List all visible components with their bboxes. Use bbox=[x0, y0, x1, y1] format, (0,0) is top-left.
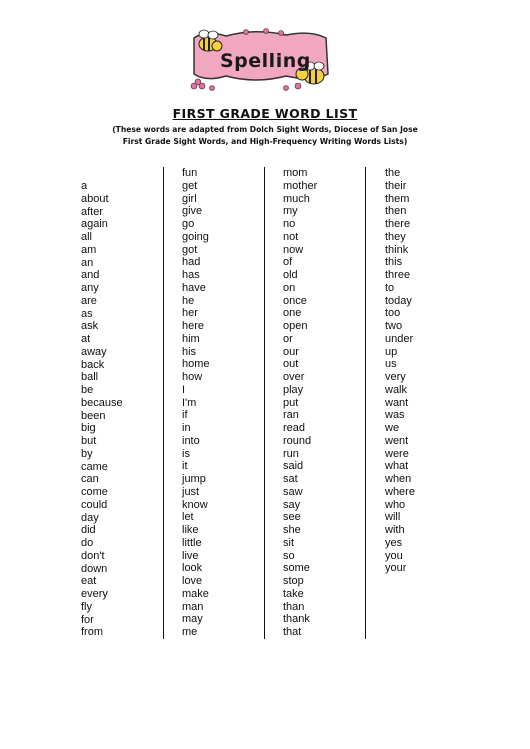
word-item: for bbox=[81, 613, 94, 626]
word-item: after bbox=[81, 205, 104, 218]
word-item: your bbox=[385, 562, 407, 575]
word-item: have bbox=[182, 281, 206, 294]
word-item: say bbox=[283, 498, 301, 511]
word-item: went bbox=[385, 434, 409, 447]
word-item: been bbox=[81, 409, 106, 422]
word-item: she bbox=[283, 524, 301, 536]
word-column-2 bbox=[182, 167, 282, 639]
word-item: him bbox=[182, 332, 200, 345]
word-item: get bbox=[182, 179, 198, 192]
word-item: thank bbox=[283, 613, 310, 626]
column-divider-1 bbox=[163, 167, 164, 639]
word-item: could bbox=[81, 498, 108, 511]
word-item: think bbox=[385, 243, 409, 256]
word-item: there bbox=[385, 218, 411, 230]
word-item: as bbox=[81, 307, 93, 320]
word-item: his bbox=[182, 345, 197, 358]
word-item: little bbox=[182, 536, 202, 549]
spelling-banner bbox=[186, 24, 336, 94]
word-item: know bbox=[182, 498, 208, 511]
word-item: just bbox=[182, 485, 200, 498]
word-item: into bbox=[182, 434, 200, 447]
word-item: going bbox=[182, 230, 209, 243]
word-item: them bbox=[385, 192, 410, 205]
word-item: who bbox=[385, 498, 406, 511]
word-item: this bbox=[385, 256, 403, 269]
word-item: if bbox=[182, 409, 188, 422]
word-item: go bbox=[182, 218, 195, 230]
word-item: of bbox=[283, 256, 293, 269]
word-item: two bbox=[385, 320, 403, 332]
word-item: I'm bbox=[182, 396, 197, 409]
word-item: man bbox=[182, 600, 204, 613]
word-item: will bbox=[385, 511, 401, 524]
word-item: did bbox=[81, 524, 96, 537]
word-column-3 bbox=[283, 167, 383, 639]
word-item: jump bbox=[182, 473, 206, 485]
word-item: make bbox=[182, 587, 209, 600]
word-item: has bbox=[182, 269, 200, 281]
word-item: up bbox=[385, 345, 398, 358]
word-item: very bbox=[385, 371, 406, 383]
word-item: not bbox=[283, 230, 299, 243]
page-subtitle bbox=[60, 124, 470, 148]
word-item: may bbox=[182, 613, 203, 626]
word-item: how bbox=[182, 371, 203, 383]
subtitle-line-1: (These words are adapted from Dolch Sight Words, Diocese of San Jose bbox=[112, 125, 418, 134]
word-item: big bbox=[81, 422, 96, 435]
word-item: a bbox=[81, 180, 88, 192]
word-item: in bbox=[182, 422, 191, 434]
word-item: over bbox=[283, 371, 305, 383]
word-item: where bbox=[385, 485, 415, 498]
word-item: our bbox=[283, 345, 299, 358]
word-item: much bbox=[283, 192, 310, 205]
word-item: play bbox=[283, 383, 304, 396]
word-item: come bbox=[81, 486, 108, 498]
word-item: walk bbox=[385, 383, 408, 396]
word-item: then bbox=[385, 205, 407, 218]
word-item: do bbox=[81, 537, 94, 549]
word-item: we bbox=[385, 422, 400, 434]
word-item: yes bbox=[385, 536, 403, 549]
word-item: put bbox=[283, 396, 299, 409]
column-divider-2 bbox=[264, 167, 265, 639]
word-item: are bbox=[81, 294, 97, 307]
word-item: when bbox=[385, 473, 412, 485]
word-item: love bbox=[182, 575, 203, 587]
word-item: mother bbox=[283, 179, 318, 192]
word-item: live bbox=[182, 549, 199, 562]
word-item: because bbox=[81, 396, 123, 409]
word-item: came bbox=[81, 460, 108, 473]
word-item: with bbox=[385, 524, 405, 536]
word-item: run bbox=[283, 447, 299, 460]
word-item: ball bbox=[81, 371, 99, 384]
word-item: my bbox=[283, 205, 298, 218]
word-item: any bbox=[81, 282, 99, 294]
word-item: at bbox=[81, 333, 91, 345]
word-item: sat bbox=[283, 473, 298, 485]
word-item: eat bbox=[81, 575, 97, 588]
word-item: one bbox=[283, 307, 302, 320]
word-item: once bbox=[283, 294, 307, 307]
word-item: got bbox=[182, 243, 198, 256]
word-item: and bbox=[81, 269, 100, 282]
word-column-1 bbox=[81, 180, 181, 639]
word-item: don't bbox=[81, 549, 105, 562]
word-item: I bbox=[182, 383, 186, 396]
word-item: ran bbox=[283, 409, 299, 422]
word-item: sit bbox=[283, 536, 294, 549]
banner-text: Spelling bbox=[220, 50, 311, 72]
word-item: than bbox=[283, 600, 305, 613]
word-item: give bbox=[182, 205, 203, 218]
word-item: now bbox=[283, 243, 304, 256]
word-item: us bbox=[385, 358, 397, 371]
word-item: like bbox=[182, 524, 199, 536]
word-item: about bbox=[81, 192, 109, 205]
word-item: fun bbox=[182, 167, 198, 179]
word-item: from bbox=[81, 626, 103, 639]
word-item: stop bbox=[283, 575, 304, 587]
word-item: all bbox=[81, 231, 93, 243]
word-item: mom bbox=[283, 167, 308, 179]
word-item: or bbox=[283, 332, 293, 345]
word-item: it bbox=[182, 460, 188, 473]
word-item: three bbox=[385, 269, 411, 281]
word-item: old bbox=[283, 269, 298, 281]
word-item: look bbox=[182, 562, 203, 575]
word-item: the bbox=[385, 167, 401, 179]
word-item: back bbox=[81, 358, 105, 371]
word-item: but bbox=[81, 435, 97, 447]
word-item: they bbox=[385, 230, 406, 243]
word-item: an bbox=[81, 256, 94, 269]
word-item: what bbox=[385, 460, 409, 473]
word-item: so bbox=[283, 549, 295, 562]
word-item: today bbox=[385, 294, 412, 307]
word-item: is bbox=[182, 447, 190, 460]
word-item: day bbox=[81, 511, 99, 524]
word-item: too bbox=[385, 307, 401, 320]
word-item: girl bbox=[182, 192, 197, 205]
word-item: am bbox=[81, 243, 97, 256]
word-item: away bbox=[81, 345, 107, 358]
word-item: saw bbox=[283, 485, 303, 498]
word-item: said bbox=[283, 460, 304, 473]
word-item: you bbox=[385, 549, 403, 562]
word-item: be bbox=[81, 384, 94, 396]
word-item: no bbox=[283, 218, 296, 230]
word-item: her bbox=[182, 307, 198, 320]
word-item: had bbox=[182, 256, 201, 269]
word-item: every bbox=[81, 588, 108, 600]
subtitle-line-2: First Grade Sight Words, and High-Frequency Writing Words Lists) bbox=[122, 137, 408, 146]
word-item: that bbox=[283, 626, 302, 638]
word-item: me bbox=[182, 626, 198, 638]
page-title: FIRST GRADE WORD LIST bbox=[172, 106, 358, 121]
word-item: let bbox=[182, 511, 194, 524]
word-column-4 bbox=[385, 167, 485, 575]
word-item: can bbox=[81, 473, 99, 486]
word-item: to bbox=[385, 281, 395, 294]
word-item: home bbox=[182, 358, 210, 371]
word-item: again bbox=[81, 218, 108, 231]
word-item: want bbox=[385, 396, 409, 409]
word-item: down bbox=[81, 562, 108, 575]
word-item: read bbox=[283, 422, 306, 434]
word-item: their bbox=[385, 179, 407, 192]
word-item: some bbox=[283, 562, 310, 575]
word-item: take bbox=[283, 587, 304, 600]
word-item: round bbox=[283, 434, 312, 447]
word-item: here bbox=[182, 320, 205, 332]
word-item: by bbox=[81, 447, 93, 460]
word-item: on bbox=[283, 281, 296, 294]
column-divider-3 bbox=[365, 167, 366, 639]
word-item: open bbox=[283, 320, 308, 332]
word-item: was bbox=[385, 409, 405, 422]
word-item: see bbox=[283, 511, 301, 524]
word-item: fly bbox=[81, 600, 92, 613]
word-item: under bbox=[385, 332, 414, 345]
word-item: ask bbox=[81, 320, 99, 333]
word-item: out bbox=[283, 358, 299, 371]
word-item: were bbox=[385, 447, 409, 460]
word-item: he bbox=[182, 294, 195, 307]
